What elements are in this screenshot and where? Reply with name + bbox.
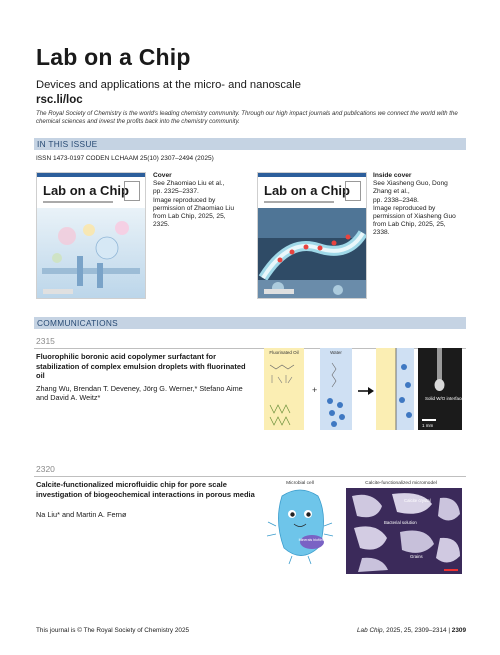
journal-subtitle: Devices and applications at the micro- and nanoscale (36, 79, 301, 91)
cover-line: Zhang et al., (373, 188, 410, 196)
in-this-issue-band (34, 138, 466, 150)
cover-caption (153, 172, 243, 229)
cover-line: permission of Xiasheng Guo (373, 213, 456, 221)
inside-cover-image[interactable] (257, 172, 367, 299)
cover-line: See Zhaomiao Liu et al., (153, 180, 225, 188)
article-title[interactable]: Fluorophilic boronic acid copolymer surfactant for stabilization of complex emulsion droplets with fluorinated oil (36, 352, 246, 380)
oil-label: Fluorinated Oil (269, 350, 299, 355)
footer-citation: Lab Chip, 2025, 25, 2309–2314 | 2309 (357, 627, 466, 634)
calcite-crystal-label: Calcite crystal (404, 498, 431, 503)
rsc-blurb: The Royal Society of Chemistry is the world's leading chemistry community. Through our high impact journals and publications we connect the world with the chemical sciences and invest the profits back into the chemistry community. (36, 110, 458, 125)
issn-line: ISSN 1473-0197 CODEN LCHAAM 25(10) 2307–2494 (2025) (36, 155, 214, 162)
communications-band (34, 317, 466, 329)
article-graphic-microbial (262, 476, 466, 576)
article-authors: Na Liu* and Martin A. Fernø (36, 510, 127, 519)
cover-line: See Xiasheng Guo, Dong (373, 180, 448, 188)
cover-title: Lab on a Chip (43, 183, 129, 198)
journal-title: Lab on a Chip (36, 44, 191, 70)
plus-sign: + (312, 385, 318, 395)
inside-cover-art (258, 208, 366, 298)
interface-label: Solid W/O interface (425, 396, 464, 401)
water-label: Water (330, 350, 342, 355)
cover-line: pp. 2338–2348. (373, 196, 419, 204)
cover-line: pp. 2325–2337. (153, 188, 199, 196)
cover-line: Image reproduced by (373, 204, 436, 212)
footer-page-number: 2309 (451, 627, 466, 634)
cover-art (37, 208, 145, 298)
footer-ref: 2025, 25, 2309–2314 (384, 627, 447, 634)
footer-journal: Lab Chip, (357, 627, 385, 634)
article-title[interactable]: Calcite-functionalized microfluidic chip for pore scale investigation of biogeochemical interactions in porous media (36, 480, 255, 499)
minerals-label: Minerals biofilms (298, 538, 326, 542)
micromodel-label: Calcite-functionalized micromodel (365, 481, 437, 486)
cover-line: from Lab Chip, 2025, 25, 2338. (373, 221, 446, 237)
article-page-number: 2320 (36, 464, 55, 474)
bacterial-solution-label: Bacterial solution (384, 520, 417, 525)
cover-heading: Cover (153, 172, 172, 179)
in-this-issue-label: IN THIS ISSUE (37, 139, 98, 149)
inside-cover-caption (373, 172, 463, 238)
grains-label: Grains (410, 554, 423, 559)
cover-line: permission of Zhaomiao Liu (153, 204, 234, 212)
article-graphic-emulsion (262, 345, 466, 435)
footer-copyright: This journal is © The Royal Society of Chemistry 2025 (36, 627, 190, 634)
cover-line: from Lab Chip, 2025, 25, 2325. (153, 213, 226, 229)
article-authors: Zhang Wu, Brendan T. Deveney, Jörg G. Werner,* Stefano Aime and David A. Weitz* (36, 384, 243, 402)
communications-label: COMMUNICATIONS (37, 318, 119, 328)
journal-url[interactable]: rsc.li/loc (36, 94, 83, 106)
microbial-cell-label: Microbial cell (286, 481, 314, 486)
scale-bar-label: 1 mm (422, 423, 434, 428)
cover-heading: Inside cover (373, 172, 412, 179)
cover-title: Lab on a Chip (264, 183, 350, 198)
front-cover-image[interactable] (36, 172, 146, 299)
article-page-number: 2315 (36, 336, 55, 346)
cover-line: Image reproduced by (153, 196, 216, 204)
